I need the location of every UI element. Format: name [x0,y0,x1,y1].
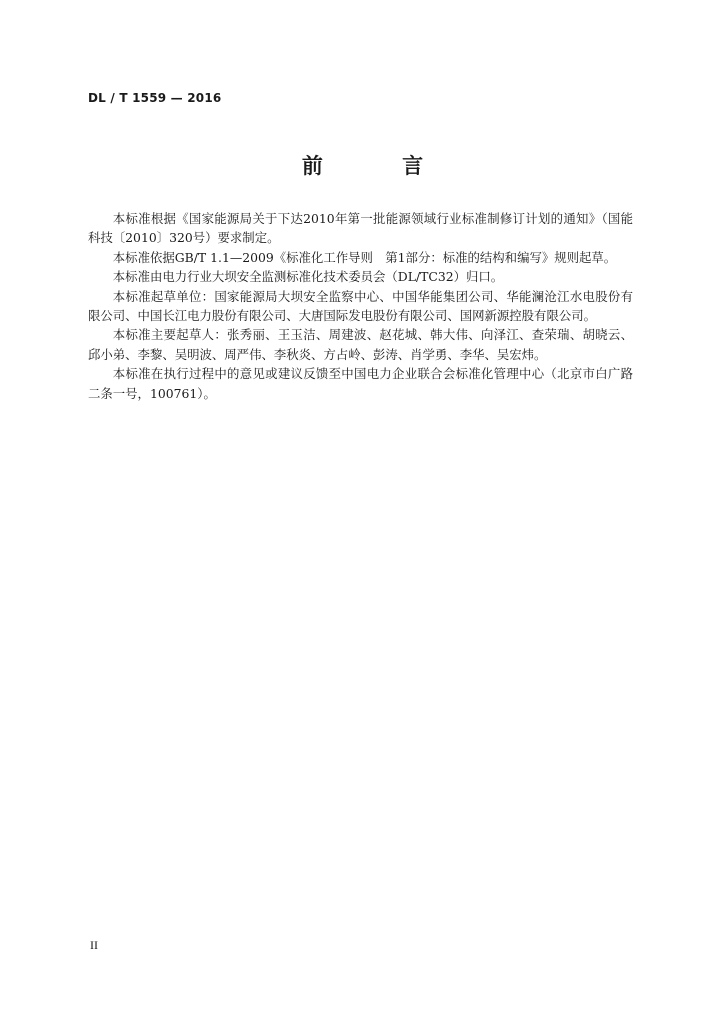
paragraph-drafting-rules: 本标准依据GB/T 1.1—2009《标准化工作导则 第1部分：标准的结构和编写》规则起草。 [112,249,617,265]
paragraph-basis: 本标准根据《国家能源局关于下达2010年第一批能源领域行业标准制修订计划的通知》（国能科技〔2010〕320号）要求制定。 [88,211,633,246]
paragraph-feedback: 本标准在执行过程中的意见或建议反馈至中国电力企业联合会标准化管理中心（北京市白广路二条一号，100761）。 [88,366,633,401]
foreword-body [88,209,633,403]
paragraph-drafters: 本标准主要起草人：张秀丽、王玉洁、周建波、赵花城、韩大伟、向泽江、查荣瑞、胡晓云、邱小弟、李黎、吴明波、周严伟、李秋炎、方占岭、彭涛、肖学勇、李华、吴宏炜。 [88,327,633,362]
page-number: II [90,938,98,952]
paragraph-drafting-units: 本标准起草单位：国家能源局大坝安全监察中心、中国华能集团公司、华能澜沧江水电股份有限公司、中国长江电力股份有限公司、大唐国际发电股份有限公司、国网新源控股有限公司。 [88,288,633,324]
page-title: 前 言 [301,153,460,178]
standard-code-header: DL / T 1559 — 2016 [88,91,222,105]
paragraph-committee: 本标准由电力行业大坝安全监测标准化技术委员会（DL/TC32）归口。 [112,269,504,285]
